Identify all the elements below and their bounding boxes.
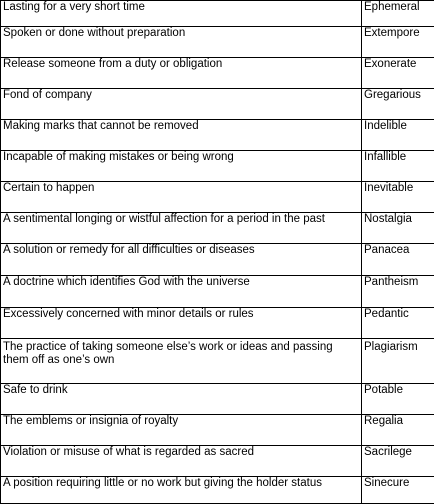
word-cell: Pedantic xyxy=(362,308,434,339)
word-cell: Gregarious xyxy=(362,89,434,120)
word-cell: Extempore xyxy=(362,27,434,58)
table-row xyxy=(1,1,434,27)
table-row xyxy=(1,308,434,339)
definition-cell: Violation or misuse of what is regarded as sacred xyxy=(1,446,362,477)
word-cell: Inevitable xyxy=(362,182,434,213)
word-cell: Ephemeral xyxy=(362,1,434,27)
definition-cell: Lasting for a very short time xyxy=(1,1,362,27)
word-cell: Exonerate xyxy=(362,58,434,89)
definition-cell: Fond of company xyxy=(1,89,362,120)
definition-cell: A position requiring little or no work but giving the holder status xyxy=(1,477,362,504)
table-row xyxy=(1,477,434,504)
table-row xyxy=(1,182,434,213)
table-row xyxy=(1,276,434,308)
word-cell: Nostalgia xyxy=(362,213,434,244)
word-cell: Infallible xyxy=(362,151,434,182)
definition-cell: The practice of taking someone else’s work or ideas and passing them off as one’s own xyxy=(1,339,362,384)
word-cell: Pantheism xyxy=(362,276,434,308)
definition-cell: A doctrine which identifies God with the universe xyxy=(1,276,362,308)
definition-cell: A sentimental longing or wistful affection for a period in the past xyxy=(1,213,362,244)
table-row xyxy=(1,213,434,244)
table-row xyxy=(1,446,434,477)
table-row xyxy=(1,58,434,89)
table-row xyxy=(1,415,434,446)
word-cell: Potable xyxy=(362,384,434,415)
word-cell: Regalia xyxy=(362,415,434,446)
table-row xyxy=(1,27,434,58)
definition-cell: Incapable of making mistakes or being wrong xyxy=(1,151,362,182)
word-cell: Indelible xyxy=(362,120,434,151)
definition-cell: Release someone from a duty or obligation xyxy=(1,58,362,89)
definition-cell: Safe to drink xyxy=(1,384,362,415)
definition-cell: Excessively concerned with minor details or rules xyxy=(1,308,362,339)
word-cell: Panacea xyxy=(362,244,434,276)
definition-cell: The emblems or insignia of royalty xyxy=(1,415,362,446)
table-row xyxy=(1,120,434,151)
table-row xyxy=(1,339,434,384)
table-row xyxy=(1,384,434,415)
definition-cell: Spoken or done without preparation xyxy=(1,27,362,58)
definition-cell: Certain to happen xyxy=(1,182,362,213)
table-row xyxy=(1,244,434,276)
table-row xyxy=(1,151,434,182)
table-row xyxy=(1,89,434,120)
definition-cell: Making marks that cannot be removed xyxy=(1,120,362,151)
word-cell: Sacrilege xyxy=(362,446,434,477)
word-cell: Plagiarism xyxy=(362,339,434,384)
word-cell: Sinecure xyxy=(362,477,434,504)
definition-cell: A solution or remedy for all difficulties or diseases xyxy=(1,244,362,276)
